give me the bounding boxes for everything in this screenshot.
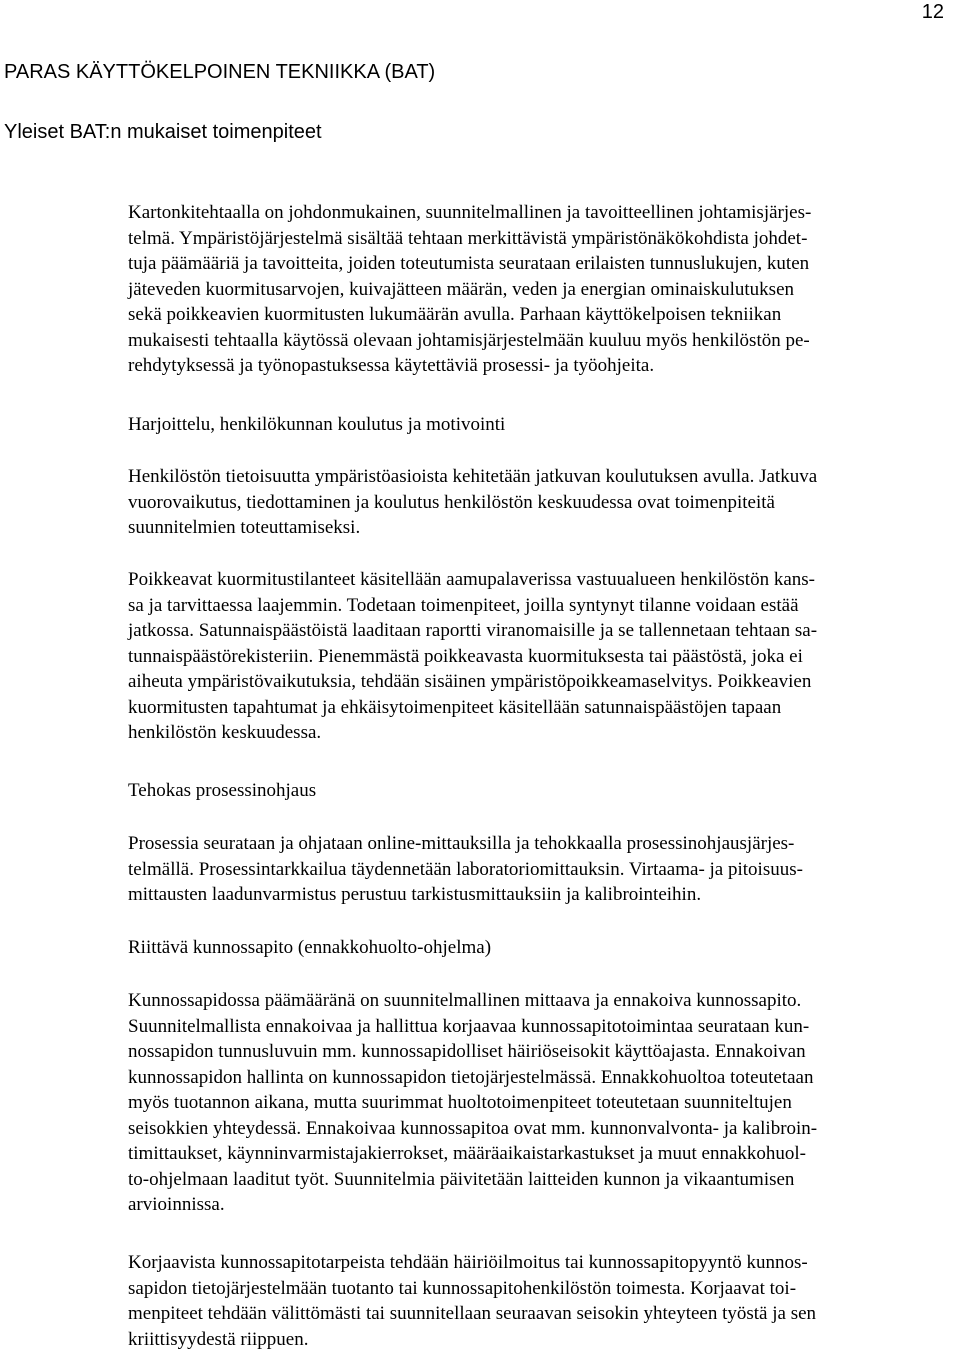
training-paragraph-1	[128, 464, 958, 541]
page-subtitle: Yleiset BAT:n mukaiset toimenpiteet	[4, 121, 322, 143]
text-line: jatkossa. Satunnaispäästöistä laaditaan raportti viranomaisille ja se tallennetaan tehtaan sa-	[128, 620, 818, 641]
text-line: Suunnitelmallista ennakoivaa ja hallittua korjaavaa kunnossapitotoimintaa seurataan kun-	[128, 1015, 810, 1037]
page-title: PARAS KÄYTTÖKELPOINEN TEKNIIKKA (BAT)	[4, 61, 436, 83]
maintenance-paragraph-2	[128, 1250, 958, 1352]
text-line: seisokkien yhteydessä. Ennakoivaa kunnossapitoa ovat mm. kunnonvalvonta- ja kalibroin-	[128, 1117, 818, 1139]
text-line: sa ja tarvittaessa laajemmin. Todetaan toimenpiteet, joilla syntynyt tilanne voidaan estää	[128, 594, 799, 616]
text-line: Henkilöstön tietoisuutta ympäristöasioista kehitetään jatkuvan koulutuksen avulla. Jatkuva	[128, 466, 818, 487]
text-line: Kartonkitehtaalla on johdonmukainen, suunnitelmallinen ja tavoitteellinen johtamisjärjes-	[128, 202, 812, 223]
text-line: aiheuta ympäristövaikutuksia, tehdään sisäinen ympäristöpoikkeamaselvitys. Poikkeavien	[128, 671, 812, 692]
text-line: nossapidon tunnusluvuin mm. kunnossapidolliset häiriöseisokit käyttöajasta. Ennakoivan	[128, 1041, 806, 1062]
text-line: Korjaavista kunnossapitotarpeista tehdään häiriöilmoitus tai kunnossapitopyyntö kunnos-	[128, 1252, 808, 1273]
text-line: suunnitelmien toteuttamiseksi.	[128, 517, 361, 538]
text-line: Prosessia seurataan ja ohjataan online-mittauksilla ja tehokkaalla prosessinohjausjärjes-	[128, 833, 795, 854]
text-line: timittaukset, käynninvarmistajakierrokset, määräaikaistarkastukset ja muut ennakkohuol-	[128, 1143, 806, 1164]
intro-paragraph	[128, 200, 958, 379]
training-paragraph-2	[128, 567, 958, 746]
text-line: sapidon tietojärjestelmään tuotanto tai kunnossapitohenkilöstön toimesta. Korjaavat toi-	[128, 1277, 797, 1299]
section-heading-process-control: Tehokas prosessinohjaus	[128, 780, 317, 801]
text-line: jäteveden kuormitusarvojen, kuivajätteen määrän, veden ja energian ominaiskulutuksen	[128, 278, 795, 300]
text-line: myös tuotannon aikana, mutta suurimmat huoltotoimenpiteet toteutetaan suunniteltujen	[128, 1092, 792, 1113]
text-line: Poikkeavat kuormitustilanteet käsitellään aamupalaverissa vastuualueen henkilöstön kans-	[128, 569, 815, 590]
text-line: kunnossapidon hallinta on kunnossapidon tietojärjestelmässä. Ennakkohuoltoa toteutetaan	[128, 1066, 814, 1088]
text-line: henkilöstön keskuudessa.	[128, 722, 322, 743]
process-control-paragraph	[128, 831, 958, 908]
text-line: kriittisyydestä riippuen.	[128, 1328, 309, 1350]
text-line: mittausten laadunvarmistus perustuu tarkistusmittauksiin ja kalibrointeihin.	[128, 884, 702, 905]
text-line: rehdytyksessä ja työnopastuksessa käytettäviä prosessi- ja työohjeita.	[128, 355, 655, 376]
text-line: tuja päämääriä ja tavoitteita, joiden toteutumista seurataan erilaisten tunnuslukujen, kuten	[128, 253, 810, 274]
text-line: Kunnossapidossa päämääränä on suunnitelmallinen mittaava ja ennakoiva kunnossapito.	[128, 990, 802, 1011]
text-line: kuormitusten tapahtumat ja ehkäisytoimenpiteet käsitellään satunnaispäästöjen tapaan	[128, 696, 782, 718]
text-line: telmä. Ympäristöjärjestelmä sisältää tehtaan merkittävistä ympäristönäkökohdista johdet-	[128, 227, 808, 249]
text-line: arvioinnissa.	[128, 1194, 225, 1215]
section-heading-maintenance: Riittävä kunnossapito (ennakkohuolto-ohjelma)	[128, 937, 492, 958]
text-line: mukaisesti tehtaalla käytössä olevaan johtamisjärjestelmään kuuluu myös henkilöstön pe-	[128, 329, 810, 351]
text-line: sekä poikkeavien kuormitusten lukumäärän avulla. Parhaan käyttökelpoisen tekniikan	[128, 304, 782, 325]
text-line: vuorovaikutus, tiedottaminen ja koulutus henkilöstön keskuudessa ovat toimenpiteitä	[128, 491, 775, 513]
text-line: tunnaispäästörekisteriin. Pienemmästä poikkeavasta kuormituksesta tai päästöstä, joka ei	[128, 645, 803, 667]
text-line: to-ohjelmaan laaditut työt. Suunnitelmia päivitetään laitteiden kunnon ja vikaantumisen	[128, 1168, 795, 1190]
section-heading-training: Harjoittelu, henkilökunnan koulutus ja motivointi	[128, 414, 506, 435]
text-line: telmällä. Prosessintarkkailua täydennetään laboratoriomittauksin. Virtaama- ja pitoisuus-	[128, 858, 803, 880]
page-number: 12	[921, 1, 944, 23]
text-line: menpiteet tehdään välittömästi tai suunnitellaan seuraavan seisokin yhteyteen työstä ja sen	[128, 1303, 817, 1324]
maintenance-paragraph-1	[128, 988, 958, 1218]
